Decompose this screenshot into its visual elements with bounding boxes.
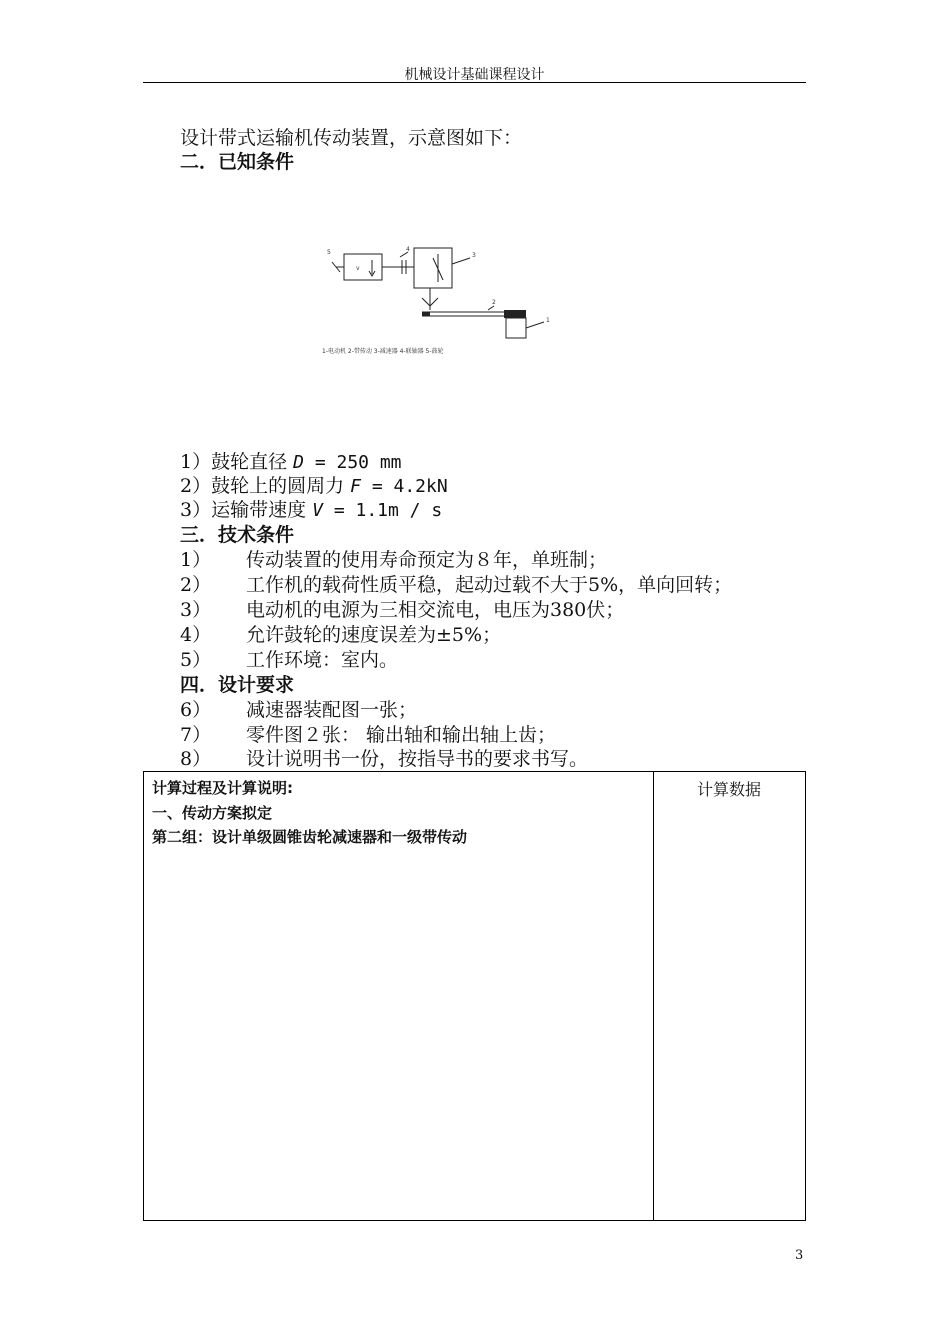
item-text: 设计说明书一份，按指导书的要求书写。 xyxy=(246,748,589,770)
param-label: 1）鼓轮直径 xyxy=(180,451,294,473)
tech-item xyxy=(180,648,398,672)
param-drum-diameter xyxy=(180,450,402,475)
item-number: 8） xyxy=(180,748,212,770)
item-text: 传动装置的使用寿命预定为８年，单班制； xyxy=(246,549,608,571)
param-belt-speed xyxy=(180,498,442,523)
item-text: 电动机的电源为三相交流电，电压为380伏； xyxy=(246,599,625,621)
item-number: 1） xyxy=(180,549,212,571)
item-number: 5） xyxy=(180,649,212,671)
item-number: 4） xyxy=(180,624,212,646)
requirement-item xyxy=(180,747,588,771)
reducer-box xyxy=(414,248,452,288)
param-circumferential-force xyxy=(180,474,448,499)
header-rule xyxy=(143,82,806,83)
item-text: 零件图２张： 输出轴和输出轴上齿； xyxy=(246,724,557,746)
requirement-item xyxy=(180,723,556,747)
group-two-design-line: 第二组：设计单级圆锥齿轮减速器和一级带传动 xyxy=(152,828,468,846)
param-variable: F xyxy=(350,476,361,497)
calculation-table xyxy=(143,771,806,1221)
table-column-divider xyxy=(653,772,654,1220)
diagram-caption: 1-电动机 2-带传动 3-减速器 4-联轴器 5-鼓轮 xyxy=(322,348,444,355)
item-text: 工作环境：室内。 xyxy=(246,649,399,671)
transmission-diagram xyxy=(322,240,557,360)
page-header-title: 机械设计基础课程设计 xyxy=(404,67,545,83)
tech-item xyxy=(180,573,732,597)
param-label: 2）鼓轮上的圆周力 xyxy=(180,475,351,497)
param-value: = 250 mm xyxy=(303,452,402,473)
param-variable: D xyxy=(293,452,304,473)
intro-text: 设计带式运输机传动装置，示意图如下： xyxy=(180,127,523,149)
requirement-item xyxy=(180,698,417,722)
item-text: 工作机的载荷性质平稳，起动过载不大于5%，单向回转； xyxy=(246,574,733,596)
page-number: 3 xyxy=(795,1248,804,1263)
label-3: 3 xyxy=(472,252,476,259)
label-5: 5 xyxy=(327,249,331,256)
drum-box xyxy=(344,254,382,280)
label-2: 2 xyxy=(492,299,496,306)
tech-item xyxy=(180,623,501,647)
section-technical-conditions-title: 三．技术条件 xyxy=(180,524,295,546)
item-text: 允许鼓轮的速度误差为±5%； xyxy=(246,624,502,646)
calc-process-header: 计算过程及计算说明: xyxy=(152,779,293,797)
item-number: 6） xyxy=(180,699,212,721)
calc-data-header: 计算数据 xyxy=(696,780,761,799)
label-1: 1 xyxy=(546,317,550,324)
item-text: 减速器装配图一张； xyxy=(246,699,418,721)
item-number: 7） xyxy=(180,724,212,746)
param-label: 3）运输带速度 xyxy=(180,499,313,521)
section-design-requirements-title: 四．设计要求 xyxy=(180,674,295,696)
item-number: 3） xyxy=(180,599,212,621)
param-value: = 4.2kN xyxy=(360,476,448,497)
param-variable: V xyxy=(312,500,323,521)
motor-box xyxy=(506,318,526,338)
transmission-scheme-heading: 一、传动方案拟定 xyxy=(152,804,273,822)
section-known-conditions-title: 二．已知条件 xyxy=(180,151,295,173)
param-value: = 1.1m / s xyxy=(322,500,443,521)
tech-item xyxy=(180,598,624,622)
label-4: 4 xyxy=(406,246,410,253)
tech-item xyxy=(180,548,607,572)
item-number: 2） xyxy=(180,574,212,596)
drum-velocity-label: v xyxy=(356,265,360,272)
